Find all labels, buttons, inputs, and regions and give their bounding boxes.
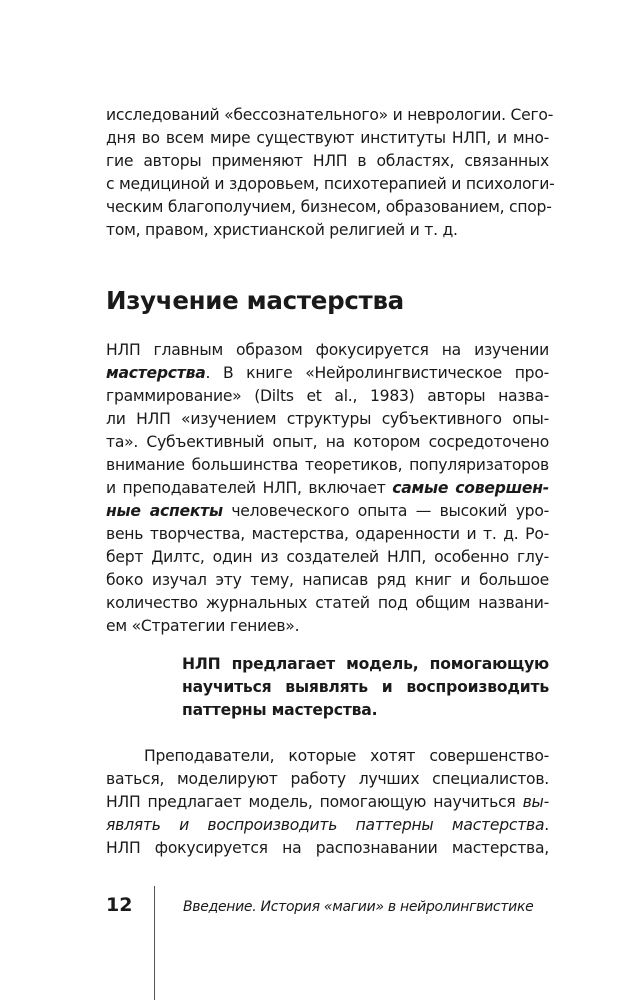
text-line: ли НЛП «изучением структуры субъективного опы- xyxy=(106,410,549,428)
text-line: гие авторы применяют НЛП в областях, связанных xyxy=(106,152,549,170)
text-span: человеческого опыта — высокий уро- xyxy=(222,502,549,520)
emphasis-text: являть и воспроизводить паттерны мастерства xyxy=(106,816,545,834)
text-line: берт Дилтс, один из создателей НЛП, особенно глу- xyxy=(106,548,549,566)
quote-line: паттерны мастерства. xyxy=(182,701,378,719)
paragraph-teachers xyxy=(106,745,549,860)
text-line: дня во всем мире существуют институты НЛП, и мно- xyxy=(106,129,549,147)
text-line xyxy=(106,791,549,814)
paragraph-intro-continuation xyxy=(106,104,555,242)
emphasis-text: ные аспекты xyxy=(106,502,223,520)
pull-quote xyxy=(182,653,549,722)
text-line: с медициной и здоровьем, психотерапией и психологи- xyxy=(106,175,555,193)
quote-line: научиться выявлять и воспроизводить xyxy=(182,678,549,696)
text-line: ческим благополучием, бизнесом, образованием, спор- xyxy=(106,198,552,216)
text-line: вень творчества, мастерства, одаренности и т. д. Ро- xyxy=(106,525,549,543)
text-span: НЛП предлагает модель, помогающую научиться xyxy=(106,793,523,811)
emphasis-text: самые совершен- xyxy=(392,479,549,497)
emphasis-text: вы- xyxy=(522,793,549,811)
text-line xyxy=(106,500,549,523)
paragraph-mastery xyxy=(106,339,549,638)
running-head: Введение. История «магии» в нейролингвистике xyxy=(183,899,534,915)
text-span: и преподавателей НЛП, включает xyxy=(106,479,393,497)
emphasis-text: мастерства xyxy=(106,364,206,382)
text-line: исследований «бессознательного» и неврологии. Сего- xyxy=(106,106,554,124)
text-span: . В книге «Нейролингвистическое про- xyxy=(205,364,549,382)
text-line xyxy=(106,477,549,500)
text-line: боко изучал эту тему, написав ряд книг и большое xyxy=(106,571,549,589)
text-span: . xyxy=(544,816,549,834)
text-line: НЛП главным образом фокусируется на изучении xyxy=(106,341,549,359)
quote-line: НЛП предлагает модель, помогающую xyxy=(182,655,549,673)
text-line: граммирование» (Dilts et al., 1983) авторы назва- xyxy=(106,387,549,405)
text-line: ем «Стратегии гениев». xyxy=(106,617,300,635)
text-line: НЛП фокусируется на распознавании мастерства, xyxy=(106,839,549,857)
text-line: внимание большинства теоретиков, популяризаторов xyxy=(106,456,549,474)
text-line xyxy=(106,362,549,385)
section-heading: Изучение мастерства xyxy=(106,286,404,315)
text-line xyxy=(106,814,549,837)
text-line: Преподаватели, которые хотят совершенство- xyxy=(144,747,549,765)
text-line: та». Субъективный опыт, на котором сосредоточено xyxy=(106,433,549,451)
text-line: ваться, моделируют работу лучших специалистов. xyxy=(106,770,549,788)
footer-divider xyxy=(154,886,155,1000)
text-line: том, правом, христианской религией и т. д. xyxy=(106,221,458,239)
text-line: количество журнальных статей под общим названи- xyxy=(106,594,549,612)
page-number: 12 xyxy=(106,894,133,916)
